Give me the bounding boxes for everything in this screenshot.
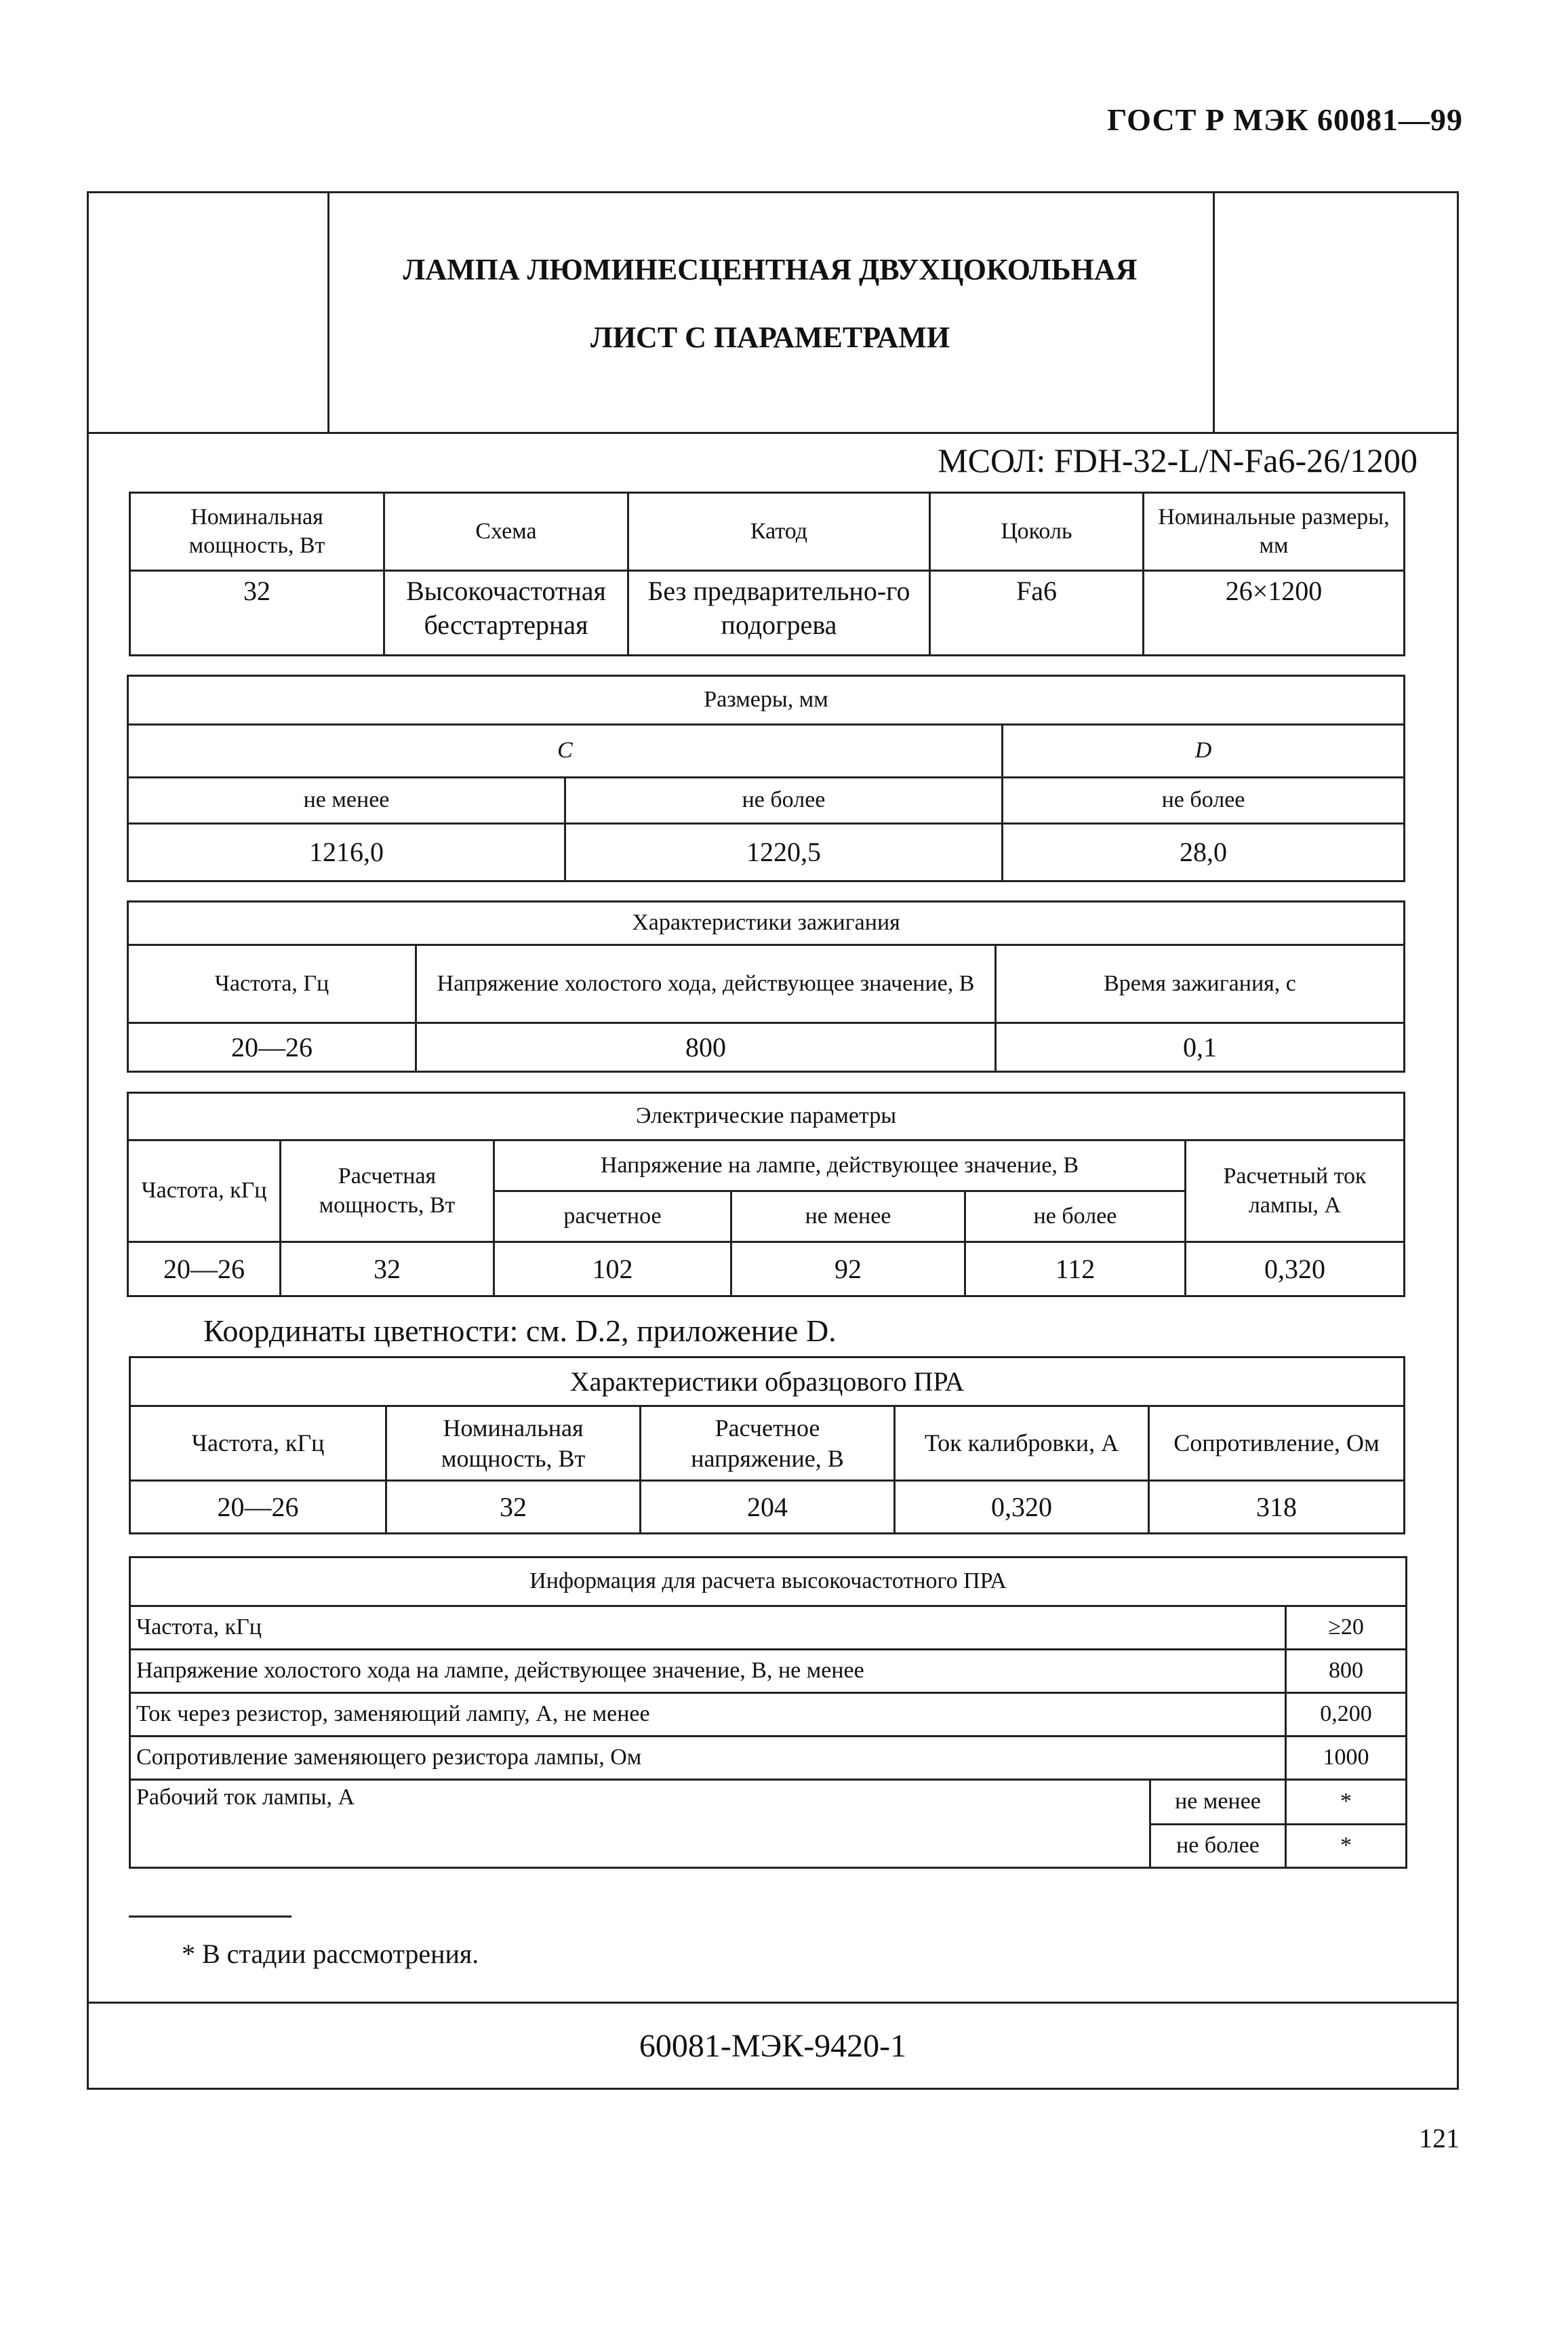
reference-ballast-table	[129, 1356, 1405, 1534]
ignition-value-voltage: 800	[416, 1023, 996, 1072]
sheet-title: ЛАМПА ЛЮМИНЕСЦЕНТНАЯ ДВУХЦОКОЛЬНАЯ	[403, 253, 1138, 286]
electrical-value-rated: 102	[494, 1242, 731, 1296]
electrical-value-freq: 20—26	[128, 1242, 281, 1296]
header-dimensions: Номинальные размеры, мм	[1144, 493, 1405, 571]
electrical-value-max: 112	[965, 1242, 1186, 1296]
ballast-header-power: Номинальная мощность, Вт	[386, 1406, 641, 1481]
hf-work-current-label: Рабочий ток лампы, А	[130, 1780, 1150, 1868]
electrical-value-current: 0,320	[1186, 1242, 1405, 1296]
ignition-table	[127, 900, 1405, 1073]
hf-work-current-min-value: *	[1286, 1780, 1407, 1825]
header-right-box	[1213, 193, 1459, 432]
dims-value-cmin: 1216,0	[128, 824, 565, 881]
ballast-value-voltage: 204	[641, 1481, 895, 1534]
hf-row-value: 1000	[1286, 1736, 1407, 1780]
header-power: Номинальная мощность, Вт	[130, 493, 384, 571]
hf-work-current-min-label: не менее	[1150, 1780, 1286, 1825]
electrical-sub-max: не более	[965, 1191, 1186, 1242]
electrical-header-power: Расчетная мощность, Вт	[281, 1140, 494, 1242]
ballast-header-voltage: Расчетное напряжение, В	[641, 1406, 895, 1481]
ballast-value-freq: 20—26	[130, 1481, 386, 1534]
ballast-value-current: 0,320	[895, 1481, 1149, 1534]
header-divider	[89, 432, 1457, 434]
dims-title: Размеры, мм	[128, 676, 1405, 725]
electrical-sub-min: не менее	[731, 1191, 965, 1242]
header-cathode: Катод	[628, 493, 930, 571]
hf-title: Информация для расчета высокочастотного ПРА	[130, 1557, 1407, 1606]
dims-sub-max: не более	[565, 778, 1003, 824]
footer-divider	[89, 2002, 1457, 2004]
hf-work-current-max-value: *	[1286, 1825, 1407, 1868]
electrical-table	[127, 1092, 1405, 1297]
value-dimensions: 26×1200	[1144, 571, 1405, 656]
footnote: * В стадии рассмотрения.	[182, 1939, 479, 1969]
hf-row-label: Сопротивление заменяющего резистора лампы, Ом	[130, 1736, 1286, 1780]
hf-work-current-max-label: не более	[1150, 1825, 1286, 1868]
hf-ballast-info-table	[129, 1556, 1407, 1869]
page-number: 121	[1419, 2123, 1460, 2154]
footnote-rule	[129, 1916, 292, 1918]
electrical-header-voltage: Напряжение на лампе, действующее значение, В	[494, 1140, 1186, 1191]
header-scheme: Схема	[384, 493, 628, 571]
ballast-title: Характеристики образцового ПРА	[130, 1357, 1405, 1406]
hf-row-value: 0,200	[1286, 1693, 1407, 1736]
ignition-value-time: 0,1	[996, 1023, 1405, 1072]
dims-sub-dmax: не более	[1003, 778, 1405, 824]
value-scheme: Высокочастотная бесстартерная	[384, 571, 628, 656]
standard-header: ГОСТ Р МЭК 60081—99	[1107, 102, 1463, 137]
ignition-header-freq: Частота, Гц	[128, 945, 416, 1023]
value-cathode: Без предварительно-го подогрева	[628, 571, 930, 656]
main-parameters-table	[129, 492, 1405, 656]
electrical-header-freq: Частота, кГц	[128, 1140, 281, 1242]
ballast-header-resistance: Сопротивление, Ом	[1149, 1406, 1405, 1481]
dims-value-dmax: 28,0	[1003, 824, 1405, 881]
value-cap: Fa6	[930, 571, 1144, 656]
dims-sub-min: не менее	[128, 778, 565, 824]
hf-row-value: ≥20	[1286, 1606, 1407, 1650]
electrical-header-current: Расчетный ток лампы, А	[1186, 1140, 1405, 1242]
ignition-header-voltage: Напряжение холостого хода, действующее значение, В	[416, 945, 996, 1023]
hf-row-value: 800	[1286, 1650, 1407, 1693]
hf-row-label: Частота, кГц	[130, 1606, 1286, 1650]
sheet-number: 60081-МЭК-9420-1	[639, 2028, 907, 2064]
sheet-subtitle: ЛИСТ С ПАРАМЕТРАМИ	[590, 321, 950, 354]
electrical-sub-rated: расчетное	[494, 1191, 731, 1242]
header-cap: Цоколь	[930, 493, 1144, 571]
dims-col-d: D	[1003, 725, 1405, 778]
electrical-value-min: 92	[731, 1242, 965, 1296]
ballast-header-current: Ток калибровки, А	[895, 1406, 1149, 1481]
header-left-box	[89, 193, 329, 432]
dims-col-c: C	[128, 725, 1003, 778]
dimensions-table	[127, 675, 1405, 882]
ballast-value-power: 32	[386, 1481, 641, 1534]
hf-row-label: Напряжение холостого хода на лампе, действующее значение, В, не менее	[130, 1650, 1286, 1693]
ignition-header-time: Время зажигания, с	[996, 945, 1405, 1023]
mcol-designation: МСОЛ: FDH-32-L/N-Fa6-26/1200	[938, 441, 1418, 479]
electrical-value-power: 32	[281, 1242, 494, 1296]
electrical-title: Электрические параметры	[128, 1093, 1405, 1140]
ignition-title: Характеристики зажигания	[128, 902, 1405, 945]
ballast-value-resistance: 318	[1149, 1481, 1405, 1534]
value-power: 32	[130, 571, 384, 656]
hf-row-label: Ток через резистор, заменяющий лампу, А, не менее	[130, 1693, 1286, 1736]
dims-value-cmax: 1220,5	[565, 824, 1003, 881]
ballast-header-freq: Частота, кГц	[130, 1406, 386, 1481]
chromaticity-note: Координаты цветности: см. D.2, приложение D.	[203, 1313, 837, 1348]
ignition-value-freq: 20—26	[128, 1023, 416, 1072]
